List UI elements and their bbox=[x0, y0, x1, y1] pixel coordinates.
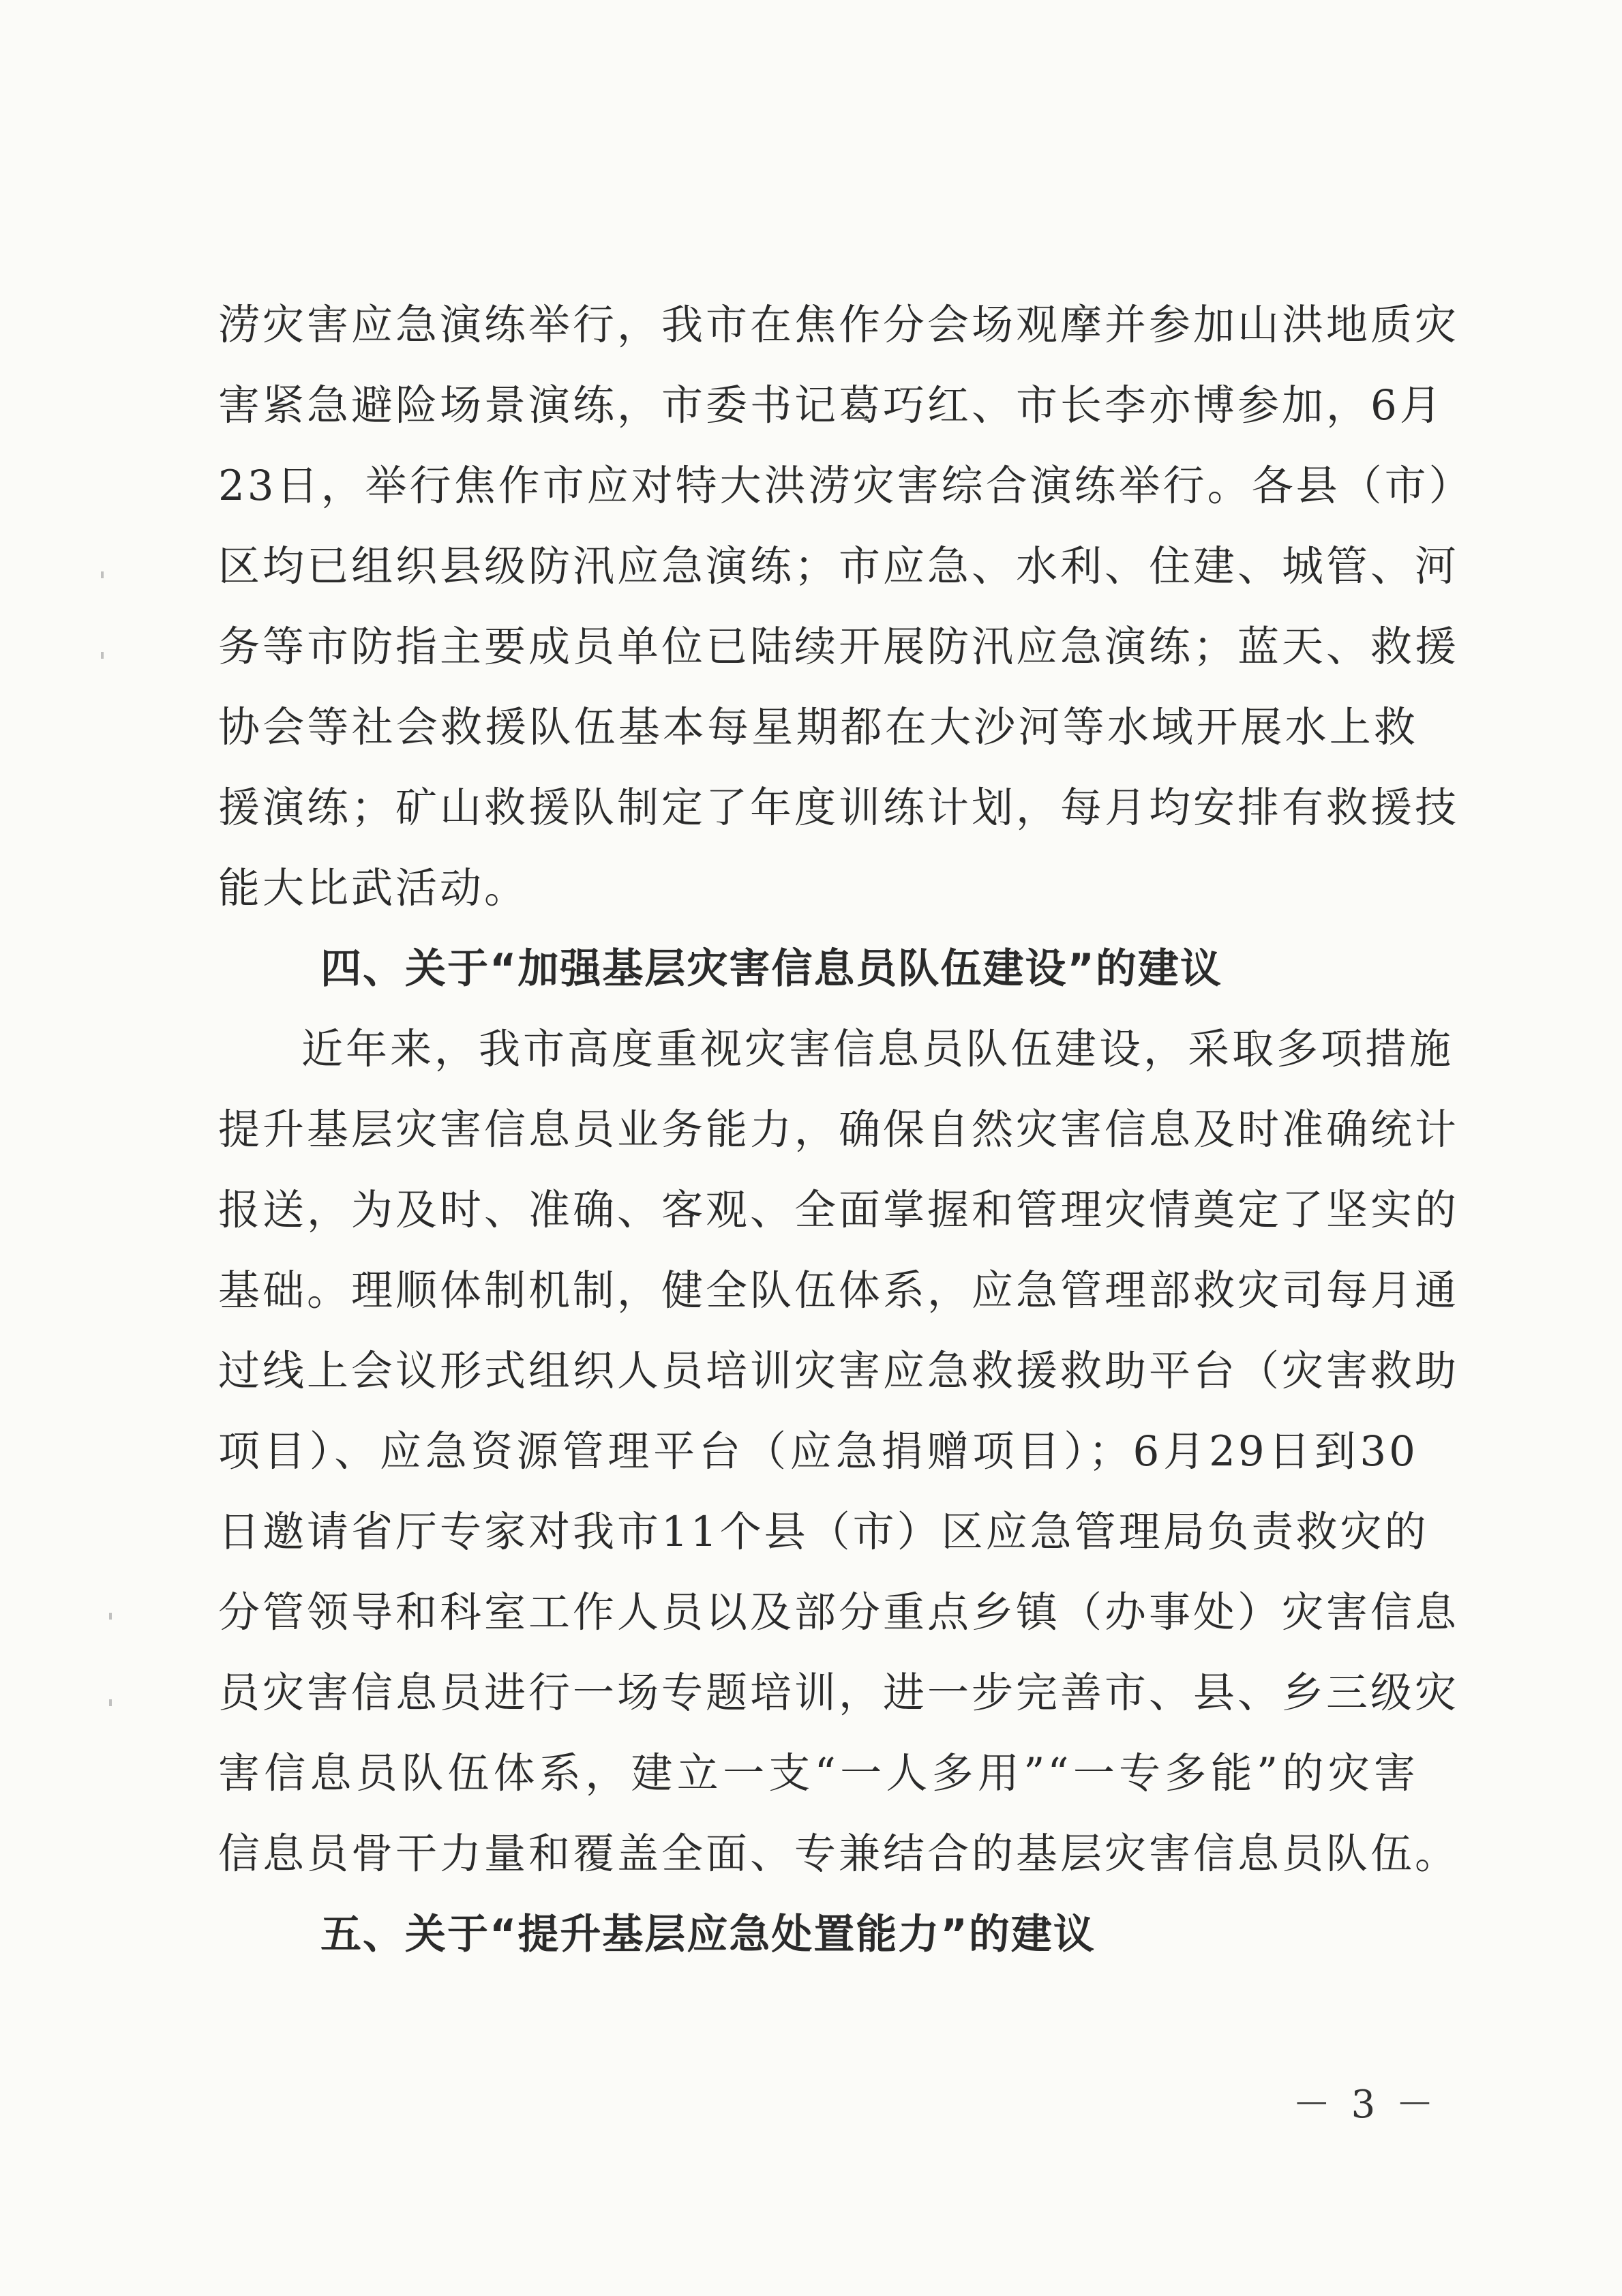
text-line: 能大比武活动。 bbox=[218, 864, 529, 912]
text-line: 过线上会议形式组织人员培训灾害应急救援救助平台（灾害救助 bbox=[218, 1347, 1460, 1395]
scan-speck bbox=[109, 1613, 112, 1620]
paragraph-continuation bbox=[218, 285, 1473, 929]
paragraph-section-4 bbox=[218, 1009, 1460, 1894]
text-line: 基础。理顺体制机制，健全队伍体系，应急管理部救灾司每月通 bbox=[218, 1266, 1460, 1315]
text-line: 日邀请省厅专家对我市11个县（市）区应急管理局负责救灾的 bbox=[218, 1508, 1429, 1556]
text-line: 区均已组织县级防汛应急演练；市应急、水利、住建、城管、河 bbox=[218, 542, 1460, 591]
text-line: 分管领导和科室工作人员以及部分重点乡镇（办事处）灾害信息 bbox=[218, 1588, 1460, 1637]
text-line: 项目）、应急资源管理平台（应急捐赠项目）；6月29日到30 bbox=[218, 1427, 1418, 1476]
scan-speck bbox=[109, 1699, 112, 1706]
text-line: 务等市防指主要成员单位已陆续开展防汛应急演练；蓝天、救援 bbox=[218, 623, 1460, 671]
text-line: 涝灾害应急演练举行，我市在焦作分会场观摩并参加山洪地质灾 bbox=[218, 301, 1460, 349]
scan-speck bbox=[101, 571, 104, 578]
text-line: 近年来，我市高度重视灾害信息员队伍建设，采取多项措施 bbox=[301, 1025, 1454, 1073]
text-line: 员灾害信息员进行一场专题培训，进一步完善市、县、乡三级灾 bbox=[218, 1669, 1460, 1717]
text-line: 23日，举行焦作市应对特大洪涝灾害综合演练举行。各县（市） bbox=[218, 462, 1473, 510]
text-line: 报送，为及时、准确、客观、全面掌握和管理灾情奠定了坚实的 bbox=[218, 1186, 1460, 1234]
text-line: 害紧急避险场景演练，市委书记葛巧红、市长李亦博参加，6月 bbox=[218, 381, 1444, 430]
section-heading-5: 五、关于“提升基层应急处置能力”的建议 bbox=[320, 1911, 1096, 1958]
document-body bbox=[218, 285, 1473, 1975]
text-line: 援演练；矿山救援队制定了年度训练计划，每月均安排有救援技 bbox=[218, 784, 1460, 832]
text-line: 提升基层灾害信息员业务能力，确保自然灾害信息及时准确统计 bbox=[218, 1105, 1460, 1154]
text-line: 协会等社会救援队伍基本每星期都在大沙河等水域开展水上救 bbox=[218, 703, 1418, 751]
page-number: － 3 － bbox=[1292, 2083, 1438, 2127]
text-line: 害信息员队伍体系，建立一支“一人多用”“一专多能”的灾害 bbox=[218, 1749, 1418, 1798]
text-line: 信息员骨干力量和覆盖全面、专兼结合的基层灾害信息员队伍。 bbox=[218, 1830, 1460, 1878]
scan-speck bbox=[101, 652, 104, 659]
section-heading-4: 四、关于“加强基层灾害信息员队伍建设”的建议 bbox=[320, 945, 1222, 993]
